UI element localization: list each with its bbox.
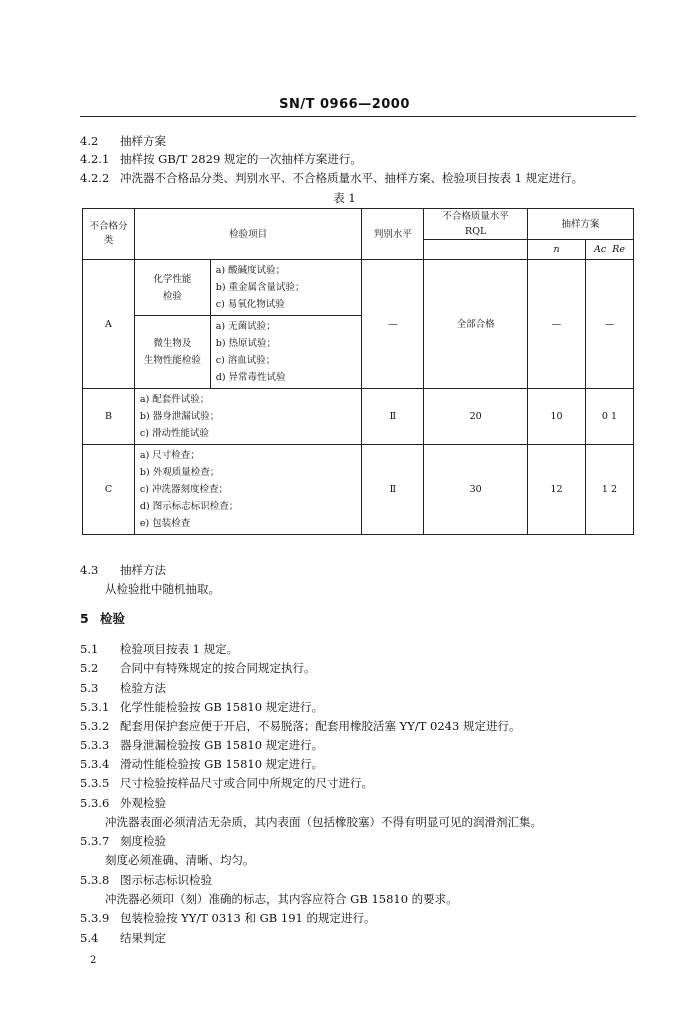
section-title: 图示标志标识检验	[120, 873, 212, 887]
table-caption: 表 1	[333, 191, 356, 205]
sub-category-chemical: 化学性能 检验	[134, 260, 210, 316]
header-item: 检验项目	[134, 209, 362, 260]
section-4-3	[80, 562, 166, 578]
section-text: 化学性能检验按 GB 15810 规定进行。	[120, 700, 324, 714]
list-item: c) 溶血试验；	[215, 355, 276, 366]
list-item: a) 无菌试验；	[215, 321, 276, 332]
n-a: —	[528, 260, 586, 389]
section-number: 5.3.7	[80, 834, 110, 848]
header-plan: 抽样方案	[528, 209, 634, 240]
section-text: 合同中有特殊规定的按合同规定执行。	[120, 661, 316, 675]
page-number: 2	[90, 955, 97, 966]
section-4-2	[80, 133, 166, 149]
section-5-3-9	[80, 910, 376, 926]
section-5-3-8-body: 冲洗器必须印（刻）准确的标志，其内容应符合 GB 15810 的要求。	[105, 892, 458, 906]
list-item: a) 配套件试验；	[139, 394, 210, 405]
section-title: 结果判定	[120, 931, 166, 945]
section-number: 5.3.3	[80, 738, 110, 752]
section-text: 滑动性能检验按 GB 15810 规定进行。	[120, 757, 324, 771]
section-title: 检验	[100, 611, 126, 626]
items-chemical	[210, 260, 362, 316]
list-item: d) 图示标志标识检查；	[139, 501, 239, 512]
section-number: 5.3.9	[80, 911, 110, 925]
items-bio	[210, 316, 362, 389]
acre-a: —	[585, 260, 633, 389]
section-text: 器身泄漏检验按 GB 15810 规定进行。	[120, 738, 324, 752]
section-title: 刻度检验	[120, 834, 166, 848]
section-5-3-1	[80, 699, 323, 715]
section-text: 配套用保护套应便于开启，不易脱落；配套用橡胶活塞 YY/T 0243 规定进行。	[120, 719, 521, 733]
header-level: 判别水平	[362, 209, 424, 260]
table-row-c	[83, 445, 634, 535]
list-item: c) 冲洗器刻度检查；	[139, 484, 228, 495]
list-item: b) 器身泄漏试验；	[139, 411, 220, 422]
section-text: 抽样按 GB/T 2829 规定的一次抽样方案进行。	[120, 152, 362, 166]
items-c	[134, 445, 362, 535]
header-ac-re	[585, 240, 633, 260]
section-number: 5.4	[80, 931, 99, 945]
section-number: 5.3.1	[80, 700, 110, 714]
section-number: 5.3.2	[80, 719, 110, 733]
items-b	[134, 389, 362, 445]
section-5-2	[80, 660, 316, 676]
section-number: 5.2	[80, 661, 99, 675]
section-5-3-6	[80, 795, 166, 811]
list-item: e) 包装检查	[139, 518, 191, 529]
rql-a: 全部合格	[424, 260, 528, 389]
section-number: 5.3.6	[80, 796, 110, 810]
sub-category-bio: 微生物及 生物性能检验	[134, 316, 210, 389]
header-ac: Ac	[593, 244, 607, 255]
n-c: 12	[528, 445, 586, 535]
section-5-3-2	[80, 718, 520, 734]
list-item: c) 滑动性能试验	[139, 428, 209, 439]
header-rql	[424, 209, 528, 240]
section-number: 4.2.2	[80, 171, 110, 185]
acre-b: 0 1	[585, 389, 633, 445]
section-5-1	[80, 641, 238, 657]
list-item: b) 外观质量检查；	[139, 467, 220, 478]
section-4-3-body: 从检验批中随机抽取。	[105, 582, 220, 596]
header-rql-blank	[424, 240, 528, 260]
section-5-3-4	[80, 756, 323, 772]
list-item: c) 易氧化物试验	[215, 299, 285, 310]
header-rql-line2: RQL	[465, 226, 487, 237]
section-text: 检验项目按表 1 规定。	[120, 642, 239, 656]
section-text: 冲洗器不合格品分类、判别水平、不合格质量水平、抽样方案、检验项目按表 1 规定进行。	[120, 171, 584, 185]
section-number: 5.3.8	[80, 873, 110, 887]
section-5-3-7-body: 刻度必须准确、清晰、均匀。	[105, 853, 255, 867]
section-number: 5.3.5	[80, 776, 110, 790]
header-category: 不合格分类	[83, 209, 135, 260]
level-a: —	[362, 260, 424, 389]
table-header-row	[83, 209, 634, 240]
section-4-2-1	[80, 151, 362, 167]
rql-b: 20	[424, 389, 528, 445]
section-number: 4.3	[80, 563, 99, 577]
list-item: b) 重金属含量试验；	[215, 282, 305, 293]
section-4-2-2	[80, 170, 583, 186]
acre-c: 1 2	[585, 445, 633, 535]
section-5-3-6-body: 冲洗器表面必须清洁无杂质，其内表面（包括橡胶塞）不得有明显可见的润滑剂汇集。	[105, 815, 542, 829]
n-b: 10	[528, 389, 586, 445]
section-5-3-7	[80, 833, 166, 849]
section-5-3-3	[80, 737, 323, 753]
section-number: 5.3.4	[80, 757, 110, 771]
section-text: 包装检验按 YY/T 0313 和 GB 191 的规定进行。	[120, 911, 376, 925]
table-row-b	[83, 389, 634, 445]
section-number: 4.2.1	[80, 152, 110, 166]
section-number: 5	[80, 611, 89, 626]
header-rql-line1: 不合格质量水平	[442, 211, 509, 222]
header-n: n	[528, 240, 586, 260]
section-5-4	[80, 930, 166, 946]
list-item: a) 尺寸检查；	[139, 450, 200, 461]
section-number: 5.3	[80, 681, 99, 695]
header-rule	[80, 116, 636, 117]
section-title: 检验方法	[120, 681, 166, 695]
category-a: A	[83, 260, 135, 389]
list-item: d) 异常毒性试验	[215, 372, 286, 383]
list-item: a) 酸碱度试验；	[215, 265, 286, 276]
rql-c: 30	[424, 445, 528, 535]
section-title: 外观检验	[120, 796, 166, 810]
section-5	[80, 611, 125, 627]
list-item: b) 热原试验；	[215, 338, 277, 349]
category-b: B	[83, 389, 135, 445]
level-b: Ⅱ	[362, 389, 424, 445]
section-5-3-5	[80, 775, 373, 791]
section-title: 抽样方案	[120, 134, 166, 148]
sampling-table	[82, 208, 634, 535]
section-number: 5.1	[80, 642, 99, 656]
category-c: C	[83, 445, 135, 535]
section-5-3-8	[80, 872, 212, 888]
table-row-a-sub1	[83, 260, 634, 316]
section-5-3	[80, 680, 166, 696]
section-title: 抽样方法	[120, 563, 166, 577]
section-number: 4.2	[80, 134, 99, 148]
section-text: 尺寸检验按样品尺寸或合同中所规定的尺寸进行。	[120, 776, 373, 790]
document-header: SN/T 0966—2000	[279, 97, 410, 112]
level-c: Ⅱ	[362, 445, 424, 535]
header-re: Re	[612, 244, 625, 255]
